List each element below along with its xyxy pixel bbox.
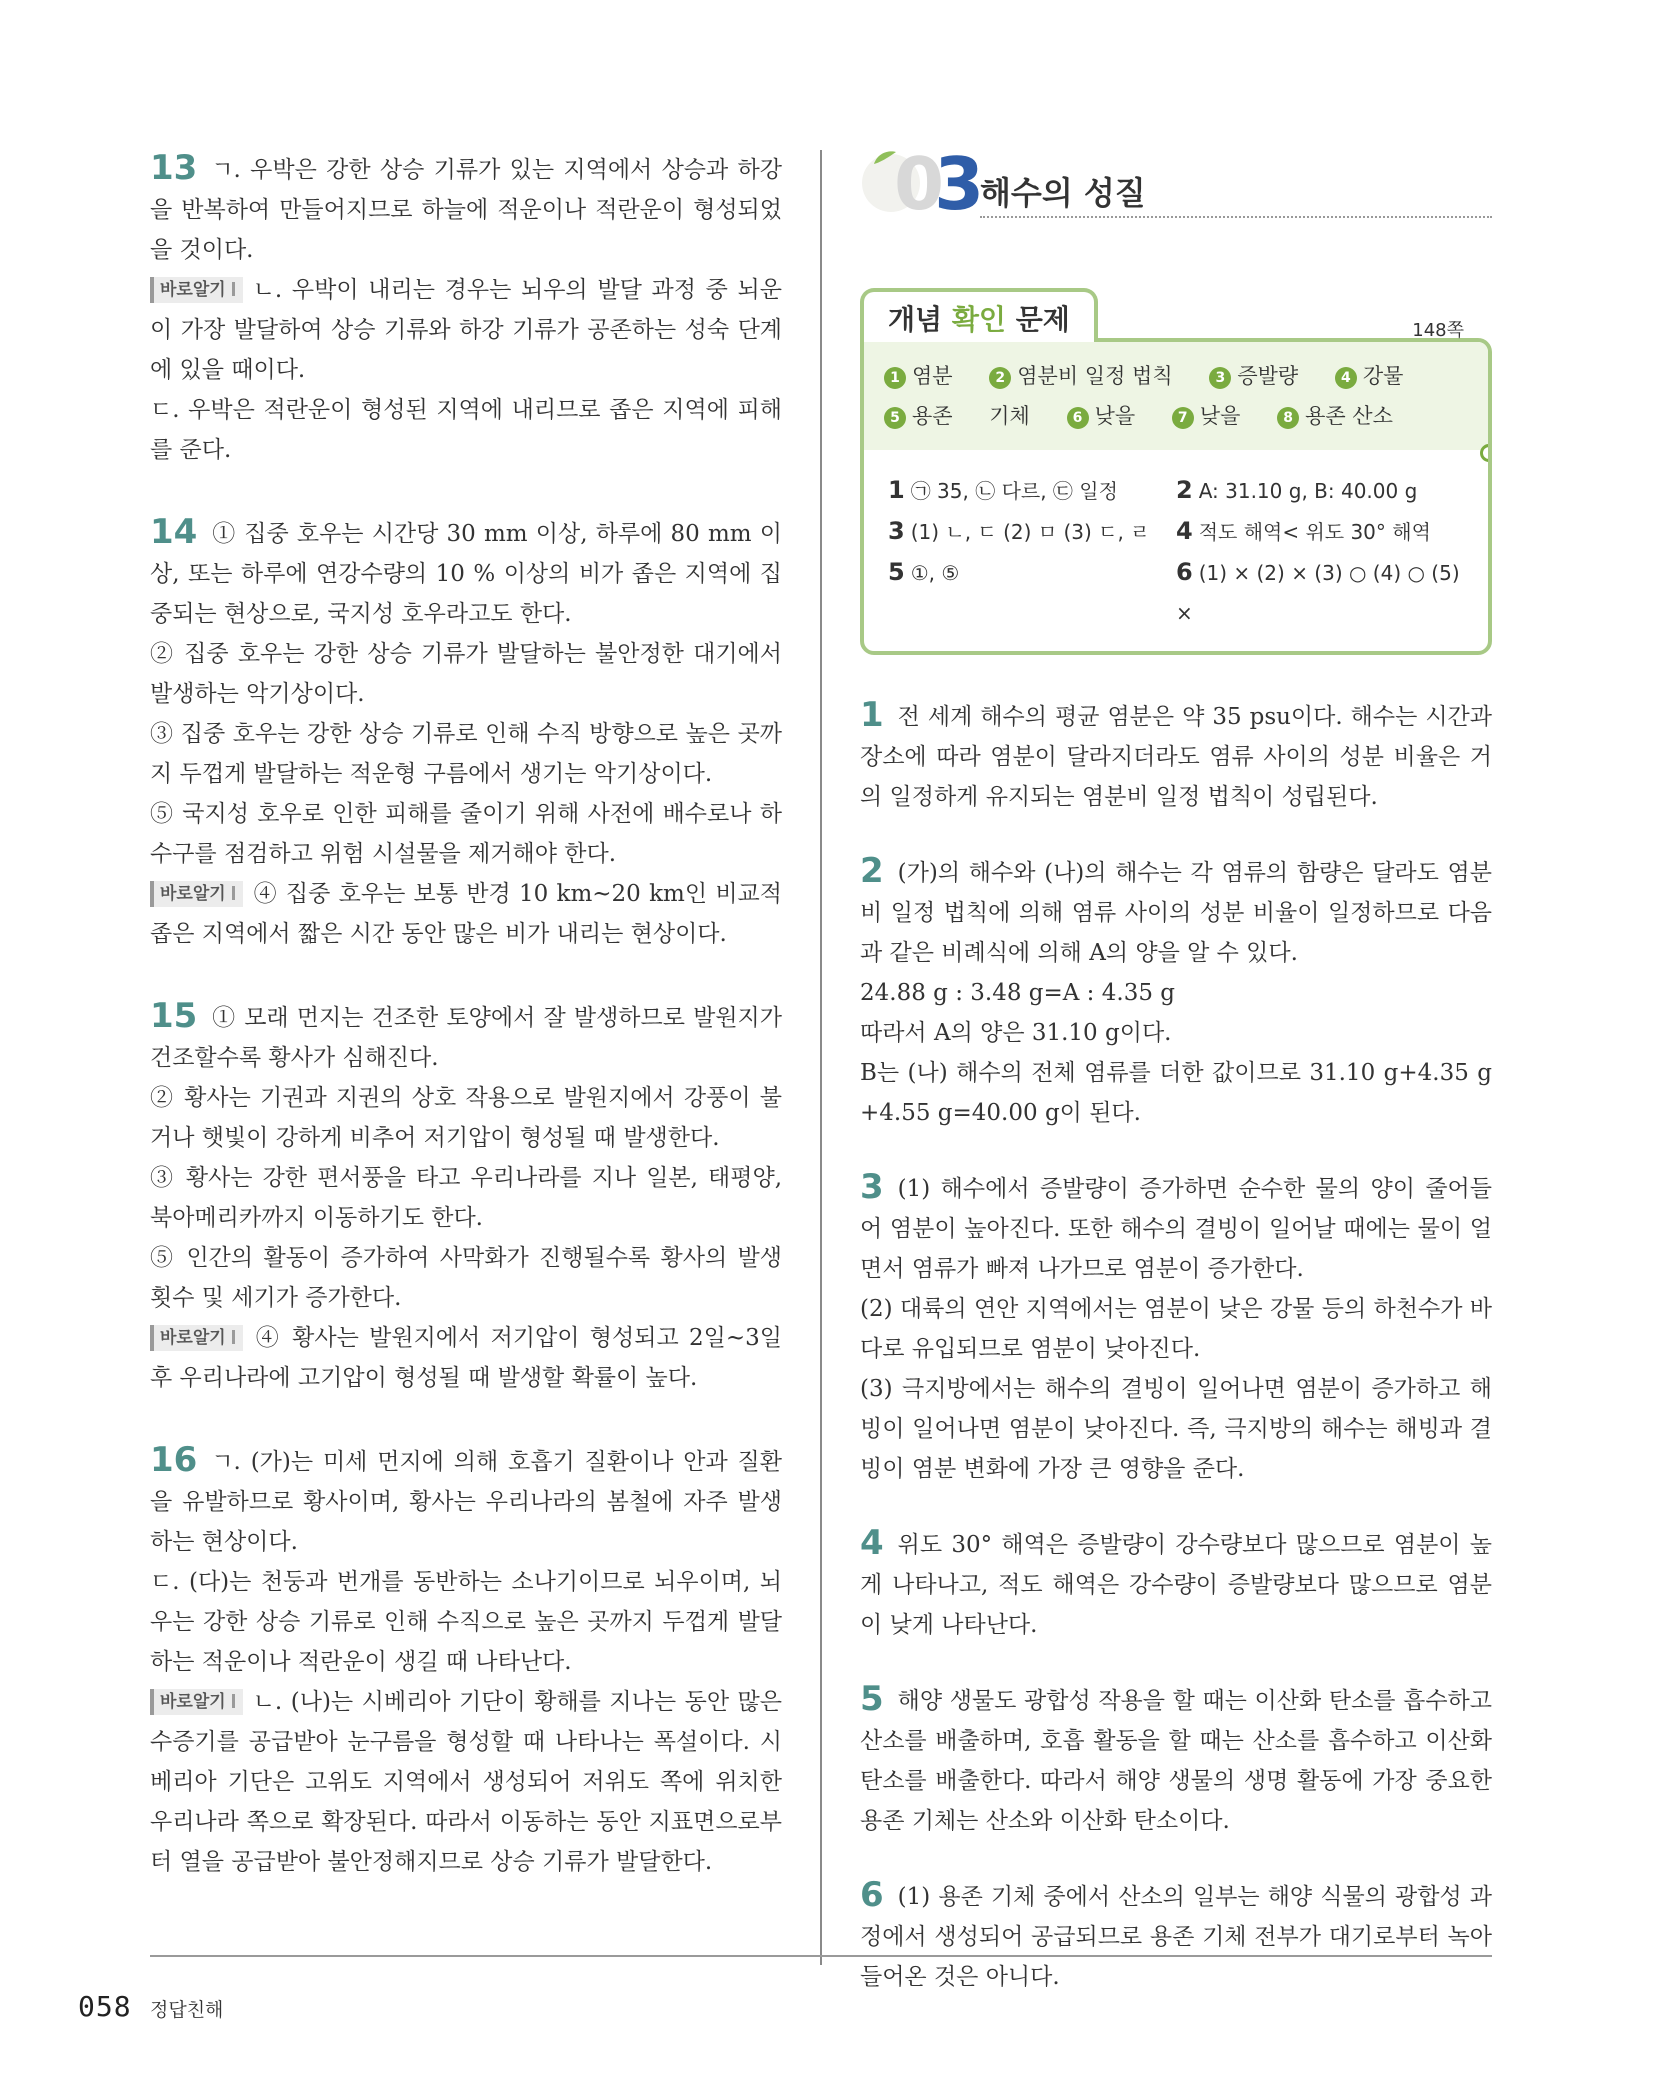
explanation-paragraph xyxy=(150,270,782,390)
explanation-text: (3) 극지방에서는 해수의 결빙이 일어나면 염분이 증가하고 해빙이 일어나면 염분이 낮아진다. 즉, 극지방의 해수는 해빙과 결빙이 염분 변화에 가장 큰 영향을 준다. xyxy=(860,1376,1492,1482)
keyword-text: 기체 xyxy=(989,404,1030,428)
keyword-text: 강물 xyxy=(1362,364,1404,388)
explanation-paragraph xyxy=(150,1562,782,1682)
explanation-text: ③ 집중 호우는 강한 상승 기류로 인해 수직 방향으로 높은 곳까지 두껍게 발달하는 적운형 구름에서 생기는 악기상이다. xyxy=(150,721,782,787)
answer-number: 6 xyxy=(1176,558,1193,586)
explanation-text: ④ 황사는 발원지에서 저기압이 형성되고 2일~3일 후 우리나라에 고기압이 형성될 때 발생할 확률이 높다. xyxy=(150,1325,782,1391)
answer-number: 3 xyxy=(888,517,905,545)
answer-item xyxy=(888,511,1176,552)
question-number: 15 xyxy=(150,996,198,1036)
answer-entry xyxy=(150,512,782,954)
explanation-paragraph xyxy=(150,996,782,1078)
keyword-item xyxy=(1277,404,1393,428)
explanation-text: ⑤ 국지성 호우로 인한 피해를 줄이기 위해 사전에 배수로나 하수구를 점검하고 위험 시설물을 제거해야 한다. xyxy=(150,801,782,867)
keyword-text: 염분비 일정 법칙 xyxy=(1017,364,1173,388)
explanation-text: ① 모래 먼지는 건조한 토양에서 잘 발생하므로 발원지가 건조할수록 황사가 심해진다. xyxy=(150,1005,782,1071)
explanation-text: ㄷ. 우박은 적란운이 형성된 지역에 내리므로 좁은 지역에 피해를 준다. xyxy=(150,397,782,463)
question-number: 16 xyxy=(150,1440,198,1480)
explanation-text: B는 (나) 해수의 전체 염류를 더한 값이므로 31.10 g+4.35 g +4.55 g=40.00 g이 된다. xyxy=(860,1060,1492,1126)
keyword-text: 용존 산소 xyxy=(1305,404,1393,428)
keyword-number-icon: 3 xyxy=(1209,367,1231,389)
explanation-paragraph xyxy=(860,1369,1492,1489)
right-answer-explanations xyxy=(860,695,1492,1997)
explanation-text: ㄱ. 우박은 강한 상승 기류가 있는 지역에서 상승과 하강을 반복하여 만들어지므로 하늘에 적운이나 적란운이 형성되었을 것이다. xyxy=(150,157,782,263)
keyword-item xyxy=(1067,404,1136,428)
explanation-text: (가)의 해수와 (나)의 해수는 각 염류의 함량은 달라도 염분비 일정 법칙에 의해 염류 사이의 성분 비율이 일정하므로 다음과 같은 비례식에 의해 A의 양을 알 수 있다. xyxy=(860,860,1492,966)
explanation-paragraph xyxy=(860,1875,1492,1997)
keyword-text: 증발량 xyxy=(1237,364,1299,388)
keyword-item xyxy=(1335,364,1404,388)
keyword-number-icon: 5 xyxy=(884,407,906,429)
explanation-paragraph xyxy=(860,973,1492,1013)
explanation-paragraph xyxy=(860,1053,1492,1133)
section-title: 해수의 성질 xyxy=(980,174,1146,212)
explanation-paragraph xyxy=(150,714,782,794)
explanation-paragraph xyxy=(150,1078,782,1158)
keyword-number-icon: 6 xyxy=(1067,407,1089,429)
explanation-paragraph xyxy=(860,1013,1492,1053)
explanation-paragraph xyxy=(150,1440,782,1562)
answer-entry xyxy=(150,148,782,470)
answer-entry xyxy=(150,996,782,1398)
answer-entry xyxy=(150,1440,782,1882)
explanation-paragraph xyxy=(150,1318,782,1398)
answer-text: 적도 해역< 위도 30° 해역 xyxy=(1198,520,1431,544)
explanation-paragraph xyxy=(150,390,782,470)
answer-number: 2 xyxy=(1176,476,1193,504)
explanation-paragraph xyxy=(150,148,782,270)
explanation-paragraph xyxy=(860,851,1492,973)
connector-dot xyxy=(1480,444,1492,462)
explanation-text: 해양 생물도 광합성 작용을 할 때는 이산화 탄소를 흡수하고 산소를 배출하며, 호흡 활동을 할 때는 산소를 흡수하고 이산화 탄소를 배출한다. 따라서 해양 생물의 생명 활동에 가장 중요한 용존 기체는 산소와 이산화 탄소이다. xyxy=(860,1688,1492,1834)
explanation-paragraph xyxy=(150,1158,782,1238)
explanation-text: ③ 황사는 강한 편서풍을 타고 우리나라를 지나 일본, 태평양, 북아메리카까지 이동하기도 한다. xyxy=(150,1165,782,1231)
answer-text: ①, ⑤ xyxy=(910,561,960,585)
keyword-text: 용존 xyxy=(912,404,953,428)
page-reference: 148쪽 xyxy=(1412,320,1464,341)
explanation-text: 따라서 A의 양은 31.10 g이다. xyxy=(860,1020,1172,1046)
answer-row xyxy=(888,552,1464,633)
answer-entry xyxy=(860,1679,1492,1841)
question-number: 13 xyxy=(150,148,198,188)
correction-badge: 바로알기 xyxy=(150,881,243,907)
explanation-text: (1) 용존 기체 중에서 산소의 일부는 해양 식물의 광합성 과정에서 생성되어 공급되므로 용존 기체 전부가 대기로부터 녹아 들어온 것은 아니다. xyxy=(860,1884,1492,1990)
keyword-item xyxy=(1209,364,1298,388)
explanation-text: ㄴ. 우박이 내리는 경우는 뇌우의 발달 과정 중 뇌운이 가장 발달하여 상승 기류와 하강 기류가 공존하는 성숙 단계에 있을 때이다. xyxy=(150,277,782,383)
answer-entry xyxy=(860,851,1492,1133)
correction-badge: 바로알기 xyxy=(150,1689,243,1715)
answer-number: 1 xyxy=(888,476,905,504)
answer-list xyxy=(864,450,1488,651)
explanation-paragraph xyxy=(860,1679,1492,1841)
answer-item xyxy=(1176,511,1464,552)
correction-badge: 바로알기 xyxy=(150,277,243,303)
question-number: 6 xyxy=(860,1875,884,1915)
keyword-number-icon: 1 xyxy=(884,367,906,389)
right-column xyxy=(860,142,1492,2031)
answer-entry xyxy=(860,695,1492,817)
answer-row xyxy=(888,470,1464,511)
section-header xyxy=(860,142,1492,228)
keyword-list xyxy=(864,342,1488,450)
left-column xyxy=(150,148,782,1924)
explanation-text: ② 황사는 기권과 지권의 상호 작용으로 발원지에서 강풍이 불거나 햇빛이 강하게 비추어 저기압이 형성될 때 발생한다. xyxy=(150,1085,782,1151)
explanation-text: 전 세계 해수의 평균 염분은 약 35 psu이다. 해수는 시간과 장소에 따라 염분이 달라지더라도 염류 사이의 성분 비율은 거의 일정하게 유지되는 염분비 일정 법칙이 성립된다. xyxy=(860,704,1492,810)
explanation-paragraph xyxy=(150,874,782,954)
explanation-paragraph xyxy=(860,1523,1492,1645)
explanation-text: ㄴ. (나)는 시베리아 기단이 황해를 지나는 동안 많은 수증기를 공급받아 눈구름을 형성할 때 나타나는 폭설이다. 시베리아 기단은 고위도 지역에서 생성되어 저위도 쪽에 위치한 우리나라 쪽으로 확장된다. 따라서 이동하는 동안 지표면으로부터 열을 공급받아 불안정해지므로 상승 기류가 발달한다. xyxy=(150,1689,782,1875)
section-number: 03 xyxy=(894,142,985,226)
keyword-item xyxy=(884,364,953,388)
column-divider xyxy=(820,150,822,1965)
explanation-text: (2) 대륙의 연안 지역에서는 염분이 낮은 강물 등의 하천수가 바다로 유입되므로 염분이 낮아진다. xyxy=(860,1296,1492,1362)
explanation-text: (1) 해수에서 증발량이 증가하면 순수한 물의 양이 줄어들어 염분이 높아진다. 또한 해수의 결빙이 일어날 때에는 물이 얼면서 염류가 빠져 나가므로 염분이 증가한다. xyxy=(860,1176,1492,1282)
explanation-text: ④ 집중 호우는 보통 반경 10 km~20 km인 비교적 좁은 지역에서 짧은 시간 동안 많은 비가 내리는 현상이다. xyxy=(150,881,782,947)
answer-text: (1) × (2) × (3) ○ (4) ○ (5) × xyxy=(1176,561,1460,625)
page-label: 정답친해 xyxy=(150,1999,224,2021)
explanation-text: 24.88 g : 3.48 g=A : 4.35 g xyxy=(860,980,1175,1006)
answer-text: (1) ㄴ, ㄷ (2) ㅁ (3) ㄷ, ㄹ xyxy=(910,520,1150,544)
keyword-item xyxy=(884,404,953,428)
explanation-paragraph xyxy=(860,1167,1492,1289)
explanation-text: ② 집중 호우는 강한 상승 기류가 발달하는 불안정한 대기에서 발생하는 악기상이다. xyxy=(150,641,782,707)
explanation-text: ① 집중 호우는 시간당 30 mm 이상, 하루에 80 mm 이상, 또는 하루에 연강수량의 10 % 이상의 비가 좁은 지역에 집중되는 현상으로, 국지성 호우라고도 한다. xyxy=(150,521,782,627)
keyword-number-icon: 8 xyxy=(1277,407,1299,429)
answer-item xyxy=(888,552,1176,633)
explanation-paragraph xyxy=(150,794,782,874)
question-number: 14 xyxy=(150,512,198,552)
answer-entry xyxy=(860,1875,1492,1997)
section-rule xyxy=(980,216,1492,218)
explanation-text: 위도 30° 해역은 증발량이 강수량보다 많으므로 염분이 높게 나타나고, 적도 해역은 강수량이 증발량보다 많으므로 염분이 낮게 나타난다. xyxy=(860,1532,1492,1638)
keyword-number-icon: 2 xyxy=(989,367,1011,389)
concept-box-body xyxy=(860,338,1492,655)
question-number: 2 xyxy=(860,851,884,891)
keyword-item xyxy=(989,364,1172,388)
explanation-paragraph xyxy=(860,1289,1492,1369)
answer-item xyxy=(1176,552,1464,633)
keyword-text: 낮을 xyxy=(1199,404,1241,428)
keyword-item xyxy=(1172,404,1241,428)
answer-item xyxy=(888,470,1176,511)
answer-text: A: 31.10 g, B: 40.00 g xyxy=(1198,479,1418,503)
explanation-text: ㄷ. (다)는 천둥과 번개를 동반하는 소나기이므로 뇌우이며, 뇌우는 강한 상승 기류로 인해 수직으로 높은 곳까지 두껍게 발달하는 적운이나 적란운이 생길 때 나타난다. xyxy=(150,1569,782,1675)
question-number: 3 xyxy=(860,1167,884,1207)
answer-number: 4 xyxy=(1176,517,1193,545)
question-number: 5 xyxy=(860,1679,884,1719)
explanation-text: ㄱ. (가)는 미세 먼지에 의해 호흡기 질환이나 안과 질환을 유발하므로 황사이며, 황사는 우리나라의 봄철에 자주 발생하는 현상이다. xyxy=(150,1449,782,1555)
answer-text: ㉠ 35, ㉡ 다르, ㉢ 일정 xyxy=(910,479,1118,503)
answer-entry xyxy=(860,1523,1492,1645)
answer-number: 5 xyxy=(888,558,905,586)
explanation-paragraph xyxy=(150,634,782,714)
keyword-text: 염분 xyxy=(912,364,953,388)
answer-row xyxy=(888,511,1464,552)
explanation-text: ⑤ 인간의 활동이 증가하여 사막화가 진행될수록 황사의 발생 횟수 및 세기가 증가한다. xyxy=(150,1245,782,1311)
keyword-text: 낮을 xyxy=(1094,404,1136,428)
concept-check-tab: 개념 확인 문제 xyxy=(860,288,1098,342)
explanation-paragraph xyxy=(860,695,1492,817)
page-number: 058 xyxy=(78,1990,132,2023)
answer-item xyxy=(1176,470,1464,511)
footer-rule xyxy=(150,1955,1492,1957)
concept-check-box xyxy=(860,288,1492,655)
explanation-paragraph xyxy=(150,512,782,634)
explanation-paragraph xyxy=(150,1682,782,1882)
question-number: 1 xyxy=(860,695,884,735)
keyword-number-icon: 4 xyxy=(1335,367,1357,389)
question-number: 4 xyxy=(860,1523,884,1563)
keyword-item xyxy=(989,404,1030,428)
explanation-paragraph xyxy=(150,1238,782,1318)
answer-entry xyxy=(860,1167,1492,1489)
keyword-number-icon: 7 xyxy=(1172,407,1194,429)
correction-badge: 바로알기 xyxy=(150,1325,243,1351)
